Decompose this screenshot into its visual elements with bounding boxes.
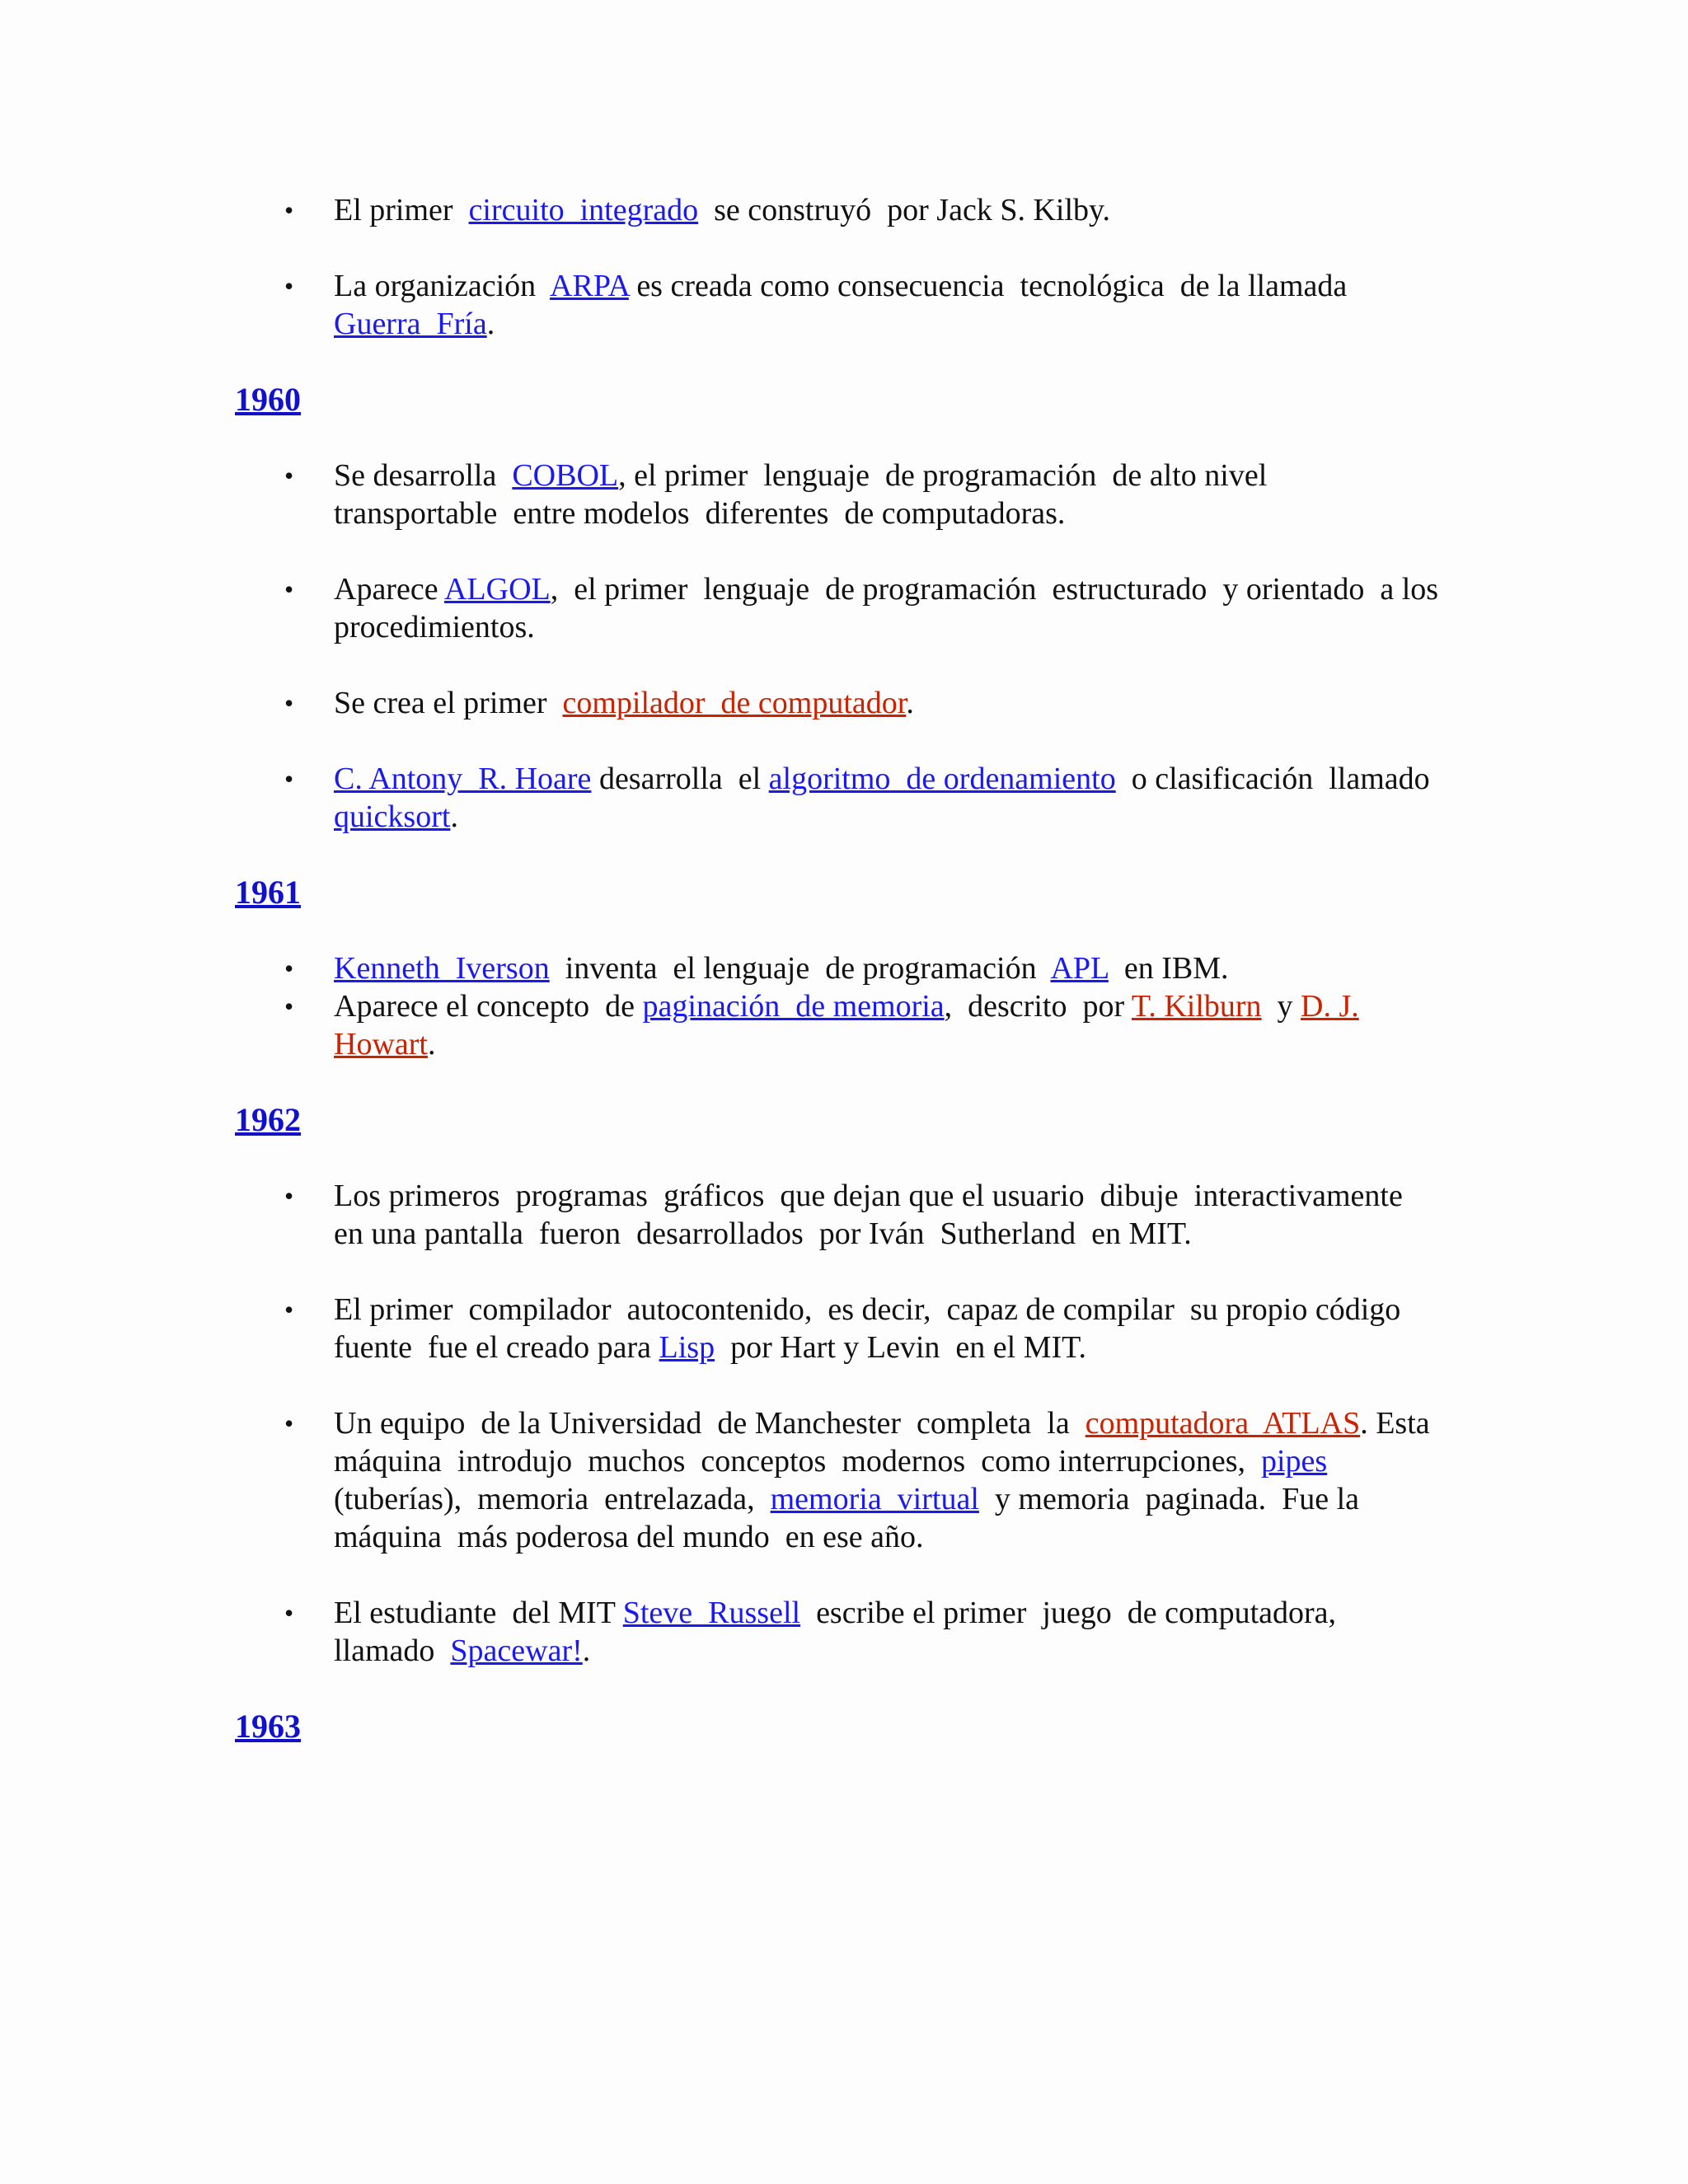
bullet-icon: •	[284, 1408, 294, 1438]
list-item	[235, 1594, 1688, 1670]
text-run: . Esta	[1360, 1406, 1430, 1441]
hyperlink[interactable]: ALGOL	[443, 572, 551, 607]
text-run: , el primer lenguaje de programación de alto nivel	[618, 458, 1268, 493]
bullet-icon: •	[284, 195, 294, 225]
hyperlink[interactable]: Spacewar!	[450, 1633, 583, 1668]
text-run: llamado	[334, 1633, 451, 1668]
text-run: Un equipo de la Universidad de Manchester completa la	[334, 1406, 1085, 1441]
text-line	[334, 267, 1688, 305]
text-line	[334, 1329, 1688, 1366]
hyperlink[interactable]: computadora ATLAS	[1085, 1406, 1361, 1441]
text-run: máquina más poderosa del mundo en ese año.	[334, 1520, 924, 1554]
bullet-icon: •	[284, 991, 294, 1021]
list-item	[235, 1404, 1688, 1556]
hyperlink[interactable]: C. Antony R. Hoare	[334, 762, 592, 796]
hyperlink[interactable]: quicksort	[334, 799, 451, 834]
bullet-list	[235, 1177, 1471, 1670]
text-run: por Hart y Levin en el MIT.	[715, 1330, 1087, 1365]
list-item	[235, 570, 1688, 646]
text-run: Aparece el concepto de	[334, 989, 643, 1024]
text-run: (tuberías), memoria entrelazada,	[334, 1482, 771, 1516]
hyperlink[interactable]: Steve Russell	[622, 1596, 801, 1630]
text-run: Los primeros programas gráficos que dejan que el usuario dibuje interactivamente	[334, 1179, 1403, 1213]
hyperlink[interactable]: ARPA	[550, 269, 629, 303]
bullet-icon: •	[284, 1181, 294, 1211]
text-line	[334, 1025, 1688, 1063]
text-run: .	[582, 1633, 591, 1668]
hyperlink[interactable]: T. Kilburn	[1131, 989, 1262, 1024]
list-item	[235, 987, 1688, 1063]
text-run: máquina introdujo muchos conceptos modernos como interrupciones,	[334, 1444, 1261, 1479]
list-item	[235, 1291, 1688, 1366]
list-item	[235, 1177, 1688, 1253]
hyperlink[interactable]: Kenneth Iverson	[334, 951, 550, 986]
hyperlink[interactable]: COBOL	[512, 458, 619, 493]
section	[235, 1101, 1471, 1670]
text-line	[334, 305, 1688, 343]
text-run: , el primer lenguaje de programación estructurado y orientado a los	[550, 572, 1439, 607]
text-line	[334, 684, 1688, 722]
bullet-list	[235, 949, 1471, 1063]
bullet-icon: •	[284, 574, 294, 604]
hyperlink[interactable]: memoria virtual	[770, 1482, 979, 1516]
text-run: transportable entre modelos diferentes de computadoras.	[334, 496, 1066, 531]
text-line	[334, 1594, 1688, 1632]
bullet-icon: •	[284, 461, 294, 490]
text-run: .	[427, 1027, 436, 1062]
section	[235, 874, 1471, 1063]
hyperlink[interactable]: circuito integrado	[468, 193, 699, 227]
text-run: o clasificación llamado	[1115, 762, 1430, 796]
text-run: .	[486, 307, 495, 341]
text-line	[334, 949, 1688, 987]
list-item	[235, 457, 1688, 532]
bullet-icon: •	[284, 764, 294, 794]
text-line	[334, 1215, 1688, 1253]
text-run: se construyó por Jack S. Kilby.	[698, 193, 1111, 227]
section	[235, 1708, 1471, 1746]
text-line	[334, 1404, 1688, 1442]
text-run: es creada como consecuencia tecnológica de la llamada	[628, 269, 1348, 303]
year-heading-link[interactable]: 1962	[235, 1101, 301, 1138]
list-item	[235, 191, 1688, 229]
text-line	[334, 1480, 1688, 1518]
hyperlink[interactable]: Lisp	[659, 1330, 715, 1365]
text-line	[334, 1291, 1688, 1329]
year-heading-link[interactable]: 1961	[235, 874, 301, 911]
text-line	[334, 987, 1688, 1025]
hyperlink[interactable]: pipes	[1261, 1444, 1328, 1479]
text-run: El estudiante del MIT	[334, 1596, 623, 1630]
text-line	[334, 1632, 1688, 1670]
section	[235, 191, 1471, 343]
text-line	[334, 1177, 1688, 1215]
list-item	[235, 949, 1688, 987]
text-run: .	[450, 799, 458, 834]
text-run: El primer	[334, 193, 469, 227]
text-run: La organización	[334, 269, 551, 303]
text-run: Se crea el primer	[334, 686, 563, 720]
text-run: .	[906, 686, 914, 720]
document-content	[235, 191, 1471, 1783]
hyperlink[interactable]: Howart	[334, 1027, 428, 1062]
bullet-icon: •	[284, 954, 294, 983]
text-line	[334, 798, 1688, 836]
hyperlink[interactable]: paginación de memoria	[642, 989, 945, 1024]
list-item	[235, 684, 1688, 722]
bullet-list	[235, 191, 1471, 343]
text-line	[334, 494, 1688, 532]
text-line	[334, 1518, 1688, 1556]
bullet-list	[235, 457, 1471, 836]
text-line	[334, 191, 1688, 229]
list-item	[235, 760, 1688, 836]
text-line	[334, 457, 1688, 494]
text-run: , descrito por	[944, 989, 1132, 1024]
text-run: Se desarrolla	[334, 458, 513, 493]
bullet-icon: •	[284, 271, 294, 301]
text-run: y memoria paginada. Fue la	[978, 1482, 1360, 1516]
text-line	[334, 1442, 1688, 1480]
hyperlink[interactable]: D. J.	[1301, 989, 1359, 1024]
year-heading-link[interactable]: 1960	[235, 381, 301, 418]
hyperlink[interactable]: APL	[1050, 951, 1109, 986]
text-line	[334, 760, 1688, 798]
list-item	[235, 267, 1688, 343]
bullet-icon: •	[284, 1598, 294, 1628]
text-run: escribe el primer juego de computadora,	[800, 1596, 1337, 1630]
text-line	[334, 608, 1688, 646]
text-run: en una pantalla fueron desarrollados por Iván Sutherland en MIT.	[334, 1216, 1192, 1251]
bullet-icon: •	[284, 688, 294, 718]
text-run: El primer compilador autocontenido, es decir, capaz de compilar su propio código	[334, 1292, 1401, 1327]
text-run: inventa el lenguaje de programación	[549, 951, 1051, 986]
hyperlink[interactable]: algoritmo de ordenamiento	[768, 762, 1116, 796]
hyperlink[interactable]: Guerra Fría	[334, 307, 487, 341]
section	[235, 381, 1471, 836]
text-run: fuente fue el creado para	[334, 1330, 659, 1365]
bullet-icon: •	[284, 1295, 294, 1324]
text-run: Aparece	[334, 572, 444, 607]
year-heading-link[interactable]: 1963	[235, 1708, 301, 1745]
text-run: y	[1261, 989, 1301, 1024]
text-line	[334, 570, 1688, 608]
text-run: desarrolla el	[591, 762, 769, 796]
text-run: en IBM.	[1108, 951, 1229, 986]
text-run: procedimientos.	[334, 610, 535, 644]
hyperlink[interactable]: compilador de computador	[562, 686, 907, 720]
